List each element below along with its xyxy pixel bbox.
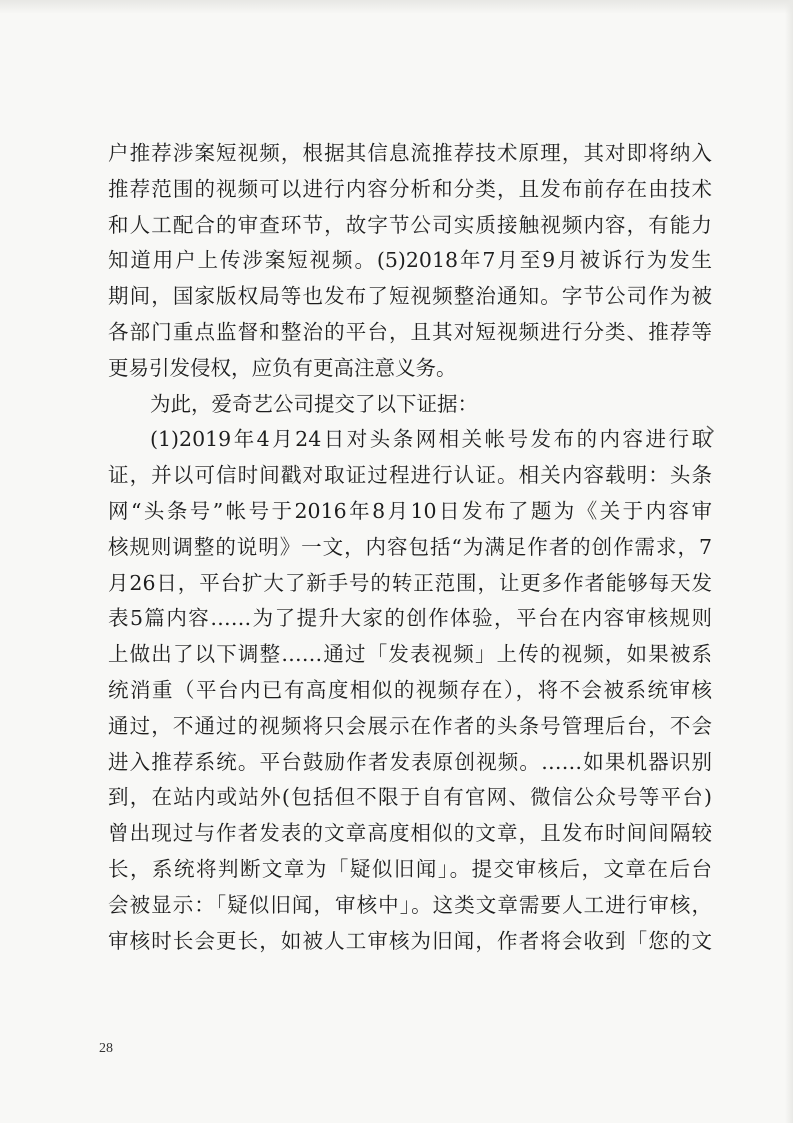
- text-line: 核规则调整的说明》一文，内容包括“为满足作者的创作需求，7: [108, 534, 712, 559]
- scan-shadow-right: [785, 0, 793, 1123]
- text-line: 审核时长会更长，如被人工审核为旧闻，作者将会收到「您的文: [108, 928, 712, 953]
- text-line: 户推荐涉案短视频，根据其信息流推荐技术原理，其对即将纳入: [108, 141, 712, 165]
- text-line: 上做出了以下调整……通过「发表视频」上传的视频，如果被系: [108, 642, 712, 667]
- text-line: 长，系统将判断文章为「疑似旧闻」。提交审核后，文章在后台: [108, 856, 712, 881]
- text-line: 期间，国家版权局等也发布了短视频整治通知。字节公司作为被: [108, 284, 712, 309]
- text-line: 证，并以可信时间戳对取证过程进行认证。相关内容载明：头条: [108, 463, 712, 488]
- body-text: [108, 136, 712, 959]
- text-line: 推荐范围的视频可以进行内容分析和分类，且发布前存在由技术: [108, 176, 712, 201]
- text-line: 知道用户上传涉案短视频。(5)2018年7月至9月被诉行为发生: [108, 248, 712, 273]
- text-line: 网“头条号”帐号于2016年8月10日发布了题为《关于内容审: [108, 498, 712, 523]
- text-line: 会被显示：「疑似旧闻，审核中」。这类文章需要人工进行审核，: [108, 892, 712, 917]
- text-line: 为此，爱奇艺公司提交了以下证据：: [150, 391, 478, 416]
- page-number: 28: [99, 1041, 113, 1056]
- scan-shadow-top: [0, 0, 793, 14]
- text-line: 更易引发侵权，应负有更高注意义务。: [108, 355, 457, 380]
- text-line: 和人工配合的审查环节，故字节公司实质接触视频内容，有能力: [108, 212, 712, 237]
- text-line: 统消重（平台内已有高度相似的视频存在），将不会被系统审核: [108, 677, 712, 702]
- text-line: 月26日，平台扩大了新手号的转正范围，让更多作者能够每天发: [108, 570, 712, 595]
- text-line: 通过，不通过的视频将只会展示在作者的头条号管理后台，不会: [108, 713, 712, 738]
- text-line: 各部门重点监督和整治的平台，且其对短视频进行分类、推荐等: [108, 319, 712, 344]
- pen-mark-icon: [705, 424, 717, 438]
- text-line: 到，在站内或站外(包括但不限于自有官网、微信公众号等平台): [108, 785, 712, 810]
- text-line: 表5篇内容……为了提升大家的创作体验，平台在内容审核规则: [108, 606, 712, 631]
- text-line: 进入推荐系统。平台鼓励作者发表原创视频。……如果机器识别: [108, 749, 712, 774]
- text-line: 曾出现过与作者发表的文章高度相似的文章，且发布时间间隔较: [108, 821, 712, 846]
- text-line: (1)2019年4月24日对头条网相关帐号发布的内容进行取: [150, 427, 712, 452]
